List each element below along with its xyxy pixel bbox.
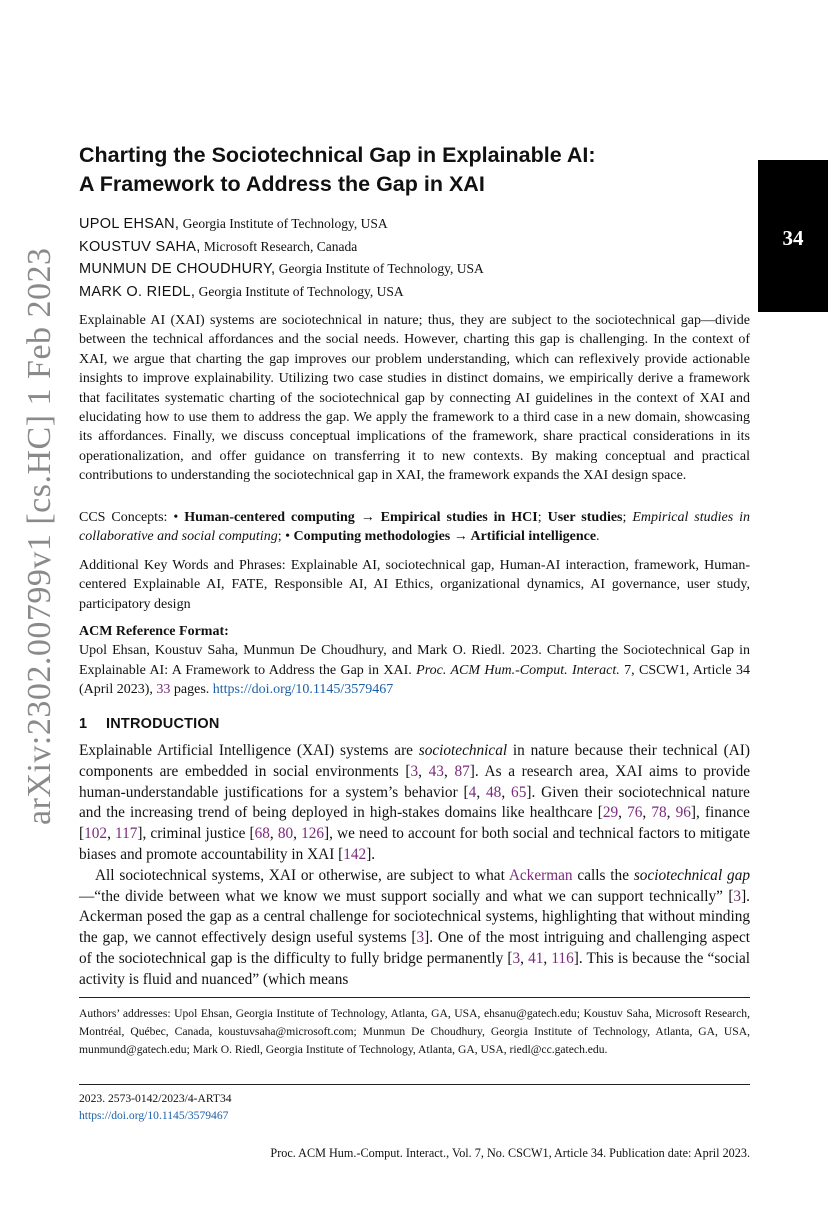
text-run: , [269, 825, 278, 843]
abstract [79, 311, 750, 486]
citation-link[interactable]: 4 [468, 783, 477, 801]
text-run: , [476, 783, 487, 801]
ccs-concept: Empirical studies in collaborative and social computing [79, 510, 751, 545]
text-run: ]. One of the most intriguing and challenging aspect of the sociotechnical gap is the difficulty to fully bridge permanently [ [79, 929, 750, 967]
acm-reference-heading: ACM Reference Format: [79, 624, 229, 639]
author-affiliation: Georgia Institute of Technology, USA [275, 261, 484, 276]
paragraph [79, 741, 750, 866]
text-run: ]. Given their sociotechnical nature and the increasing trend of being deployed in high-stakes domains like healthcare [ [79, 783, 750, 822]
citation-link[interactable]: 48 [486, 783, 502, 801]
author-list [79, 213, 750, 303]
text-run: —“the divide between what we know we must support socially and what we can support technically” [ [79, 887, 734, 905]
text-run: ], criminal justice [ [137, 825, 255, 843]
text-run: , [107, 825, 115, 843]
citation-link[interactable]: 87 [454, 762, 470, 780]
citation-link[interactable]: 126 [301, 825, 325, 843]
citation-link[interactable]: 78 [651, 804, 667, 822]
article-number-tab [758, 160, 828, 312]
authors-addresses [79, 1005, 750, 1059]
doi-link[interactable]: https://doi.org/10.1145/3579467 [212, 682, 394, 698]
text-run: , [543, 949, 552, 967]
acm-reference-text: Upol Ehsan, Koustuv Saha, Munmun De Choudhury, and Mark O. Riedl. 2023. Charting the Sociotechnical Gap in Explainable AI: A Framework to Address the Gap in XAI. [79, 643, 750, 678]
ccs-end: . [596, 529, 600, 545]
citation-link[interactable]: 3 [512, 949, 521, 967]
citation-link[interactable]: 142 [343, 845, 367, 863]
ccs-separator: ; • [277, 529, 294, 545]
acm-reference-text: pages. [170, 682, 213, 698]
footnote-divider [79, 997, 750, 998]
text-run: ], finance [ [79, 804, 750, 843]
publication-line: 2023. 2573-0142/2023/4-ART34 [79, 1092, 232, 1105]
author-name: KOUSTUV SAHA, [79, 238, 201, 255]
page-footer [270, 1146, 750, 1161]
citation-link[interactable]: 41 [528, 949, 544, 967]
emphasis: sociotechnical gap [633, 866, 750, 884]
text-run: in nature because their technical (AI) components are embedded in social environments [ [79, 742, 750, 780]
keywords-text: Additional Key Words and Phrases: Explainable AI, sociotechnical gap, Human-AI interaction, framework, Human-centered Explainable AI, FATE, Responsible AI, AI Ethics, organizational dynamics, AI governance, user study, participatory design [79, 558, 750, 612]
ccs-separator: ; [537, 510, 548, 525]
text-run: , [418, 762, 429, 780]
ccs-prefix: CCS Concepts: • [79, 510, 185, 525]
ccs-concepts [79, 508, 750, 547]
text-run: , [293, 825, 302, 843]
abstract-text: Explainable AI (XAI) systems are sociotechnical in nature; thus, they are subject to the sociotechnical gap—divide between the technical affordances and the social needs. However, charting this gap is challenging. In the context of XAI, we argue that charting the gap improves our problem understanding, which can reflexively provide actionable insights to improve explainability. Utilizing two case studies in distinct domains, we empirically derive a framework that facilitates systematic charting of the sociotechnical gap by connecting AI guidelines in the context of XAI and elucidating how to use them to address the gap. We apply the framework to a third case in a new domain, showcasing its affordances. Finally, we discuss conceptual implications of the framework, share practical considerations in its operationalization, and offer guidance on transferring it to new contexts. By making conceptual and practical contributions to understanding the sociotechnical gap in XAI, the framework expands the XAI design space. [79, 313, 750, 484]
text-run: ]. [366, 845, 376, 863]
citation-link[interactable]: 3 [410, 762, 419, 780]
author-row [79, 213, 750, 236]
authors-addresses-text: Authors’ addresses: Upol Ehsan, Georgia Institute of Technology, Atlanta, GA, USA, ehsanu@gatech.edu; Koustuv Saha, Microsoft Research, Montréal, Québec, Canada, koustuvsaha@microsoft.com; Munmun De Choudhury, Georgia Institute of Technology, Atlanta, GA, USA, munmund@gatech.edu; Mark O. Riedl, Georgia Institute of Technology, Atlanta, GA, USA, riedl@cc.gatech.edu. [79, 1007, 750, 1056]
citation-link[interactable]: 102 [84, 825, 108, 843]
text-run: , [443, 762, 455, 780]
text-run: ]. This is because the “social activity is fluid and nuanced” (which means [79, 949, 751, 988]
author-name: UPOL EHSAN, [79, 216, 180, 232]
author-affiliation: Georgia Institute of Technology, USA [179, 216, 388, 231]
section-heading [79, 716, 750, 732]
citation-link[interactable]: 76 [627, 804, 643, 822]
arxiv-identifier: arXiv:2302.00799v1 [cs.HC] 1 Feb 2023 [21, 247, 58, 825]
text-run: , [501, 783, 512, 801]
citation-link[interactable]: 43 [428, 762, 444, 780]
text-run: ], we need to account for both social and technical factors to mitigate biases and promote accountability in XAI [ [79, 825, 750, 863]
citation-link[interactable]: 3 [416, 929, 425, 947]
text-run: , [520, 949, 529, 967]
author-row [79, 236, 750, 259]
ccs-concept: Human-centered computing → Empirical studies in HCI [184, 510, 538, 525]
acm-reference-journal: Proc. ACM Hum.-Comput. Interact. [416, 662, 620, 678]
section-title: INTRODUCTION [106, 716, 220, 732]
author-affiliation: Georgia Institute of Technology, USA [195, 283, 404, 299]
author-name: MUNMUN DE CHOUDHURY, [79, 261, 276, 277]
paragraph [79, 866, 750, 991]
citation-link[interactable]: 3 [733, 887, 742, 905]
paper-title [79, 141, 750, 199]
author-row [79, 258, 750, 281]
citation-link[interactable]: 96 [675, 804, 691, 822]
page-count-link[interactable]: 33 [156, 682, 171, 698]
section-number: 1 [79, 716, 88, 732]
footer-text: Proc. ACM Hum.-Comput. Interact., Vol. 7, No. CSCW1, Article 34. Publication date: April 2023. [270, 1146, 750, 1160]
citation-link[interactable]: 65 [511, 783, 527, 801]
acm-reference-format [79, 622, 750, 700]
text-run: ]. As a research area, XAI aims to provide human-understandable justifications for a system’s behavior [ [79, 762, 751, 801]
text-run: Explainable Artificial Intelligence (XAI) systems are [79, 742, 419, 759]
citation-link[interactable]: 68 [254, 825, 270, 843]
title-line-2: A Framework to Address the Gap in XAI [79, 172, 485, 196]
text-run: , [618, 804, 628, 822]
citation-link[interactable]: 80 [277, 825, 294, 843]
citation-link[interactable]: 116 [551, 949, 574, 967]
text-run: , [666, 804, 676, 822]
title-line-1: Charting the Sociotechnical Gap in Explainable AI: [79, 143, 596, 167]
publication-divider [79, 1084, 750, 1085]
keywords [79, 556, 750, 614]
article-number: 34 [782, 226, 804, 250]
text-run: All sociotechnical systems, XAI or otherwise, are subject to what [95, 866, 509, 884]
doi-link[interactable]: https://doi.org/10.1145/3579467 [79, 1109, 229, 1122]
citation-link[interactable]: Ackerman [508, 866, 573, 884]
text-run: calls the [572, 866, 634, 884]
ccs-concept: Computing methodologies → Artificial intelligence [293, 529, 597, 545]
citation-link[interactable]: 117 [115, 825, 138, 843]
emphasis: sociotechnical [418, 742, 508, 759]
author-row [79, 281, 750, 304]
acm-reference-text: 7, CSCW1, Article 34 (April 2023), [79, 662, 751, 698]
introduction-body [79, 741, 750, 991]
author-name: MARK O. RIEDL, [79, 283, 196, 300]
text-run: , [642, 804, 652, 822]
citation-link[interactable]: 29 [602, 804, 619, 822]
publication-info [79, 1090, 750, 1124]
author-affiliation: Microsoft Research, Canada [200, 238, 358, 254]
ccs-concept: User studies [547, 510, 623, 525]
text-run: ]. Ackerman posed the gap as a central challenge for sociotechnical systems, highlighting that without minding the gap, we cannot effectively design useful systems [ [79, 887, 750, 947]
ccs-separator: ; [622, 510, 633, 525]
